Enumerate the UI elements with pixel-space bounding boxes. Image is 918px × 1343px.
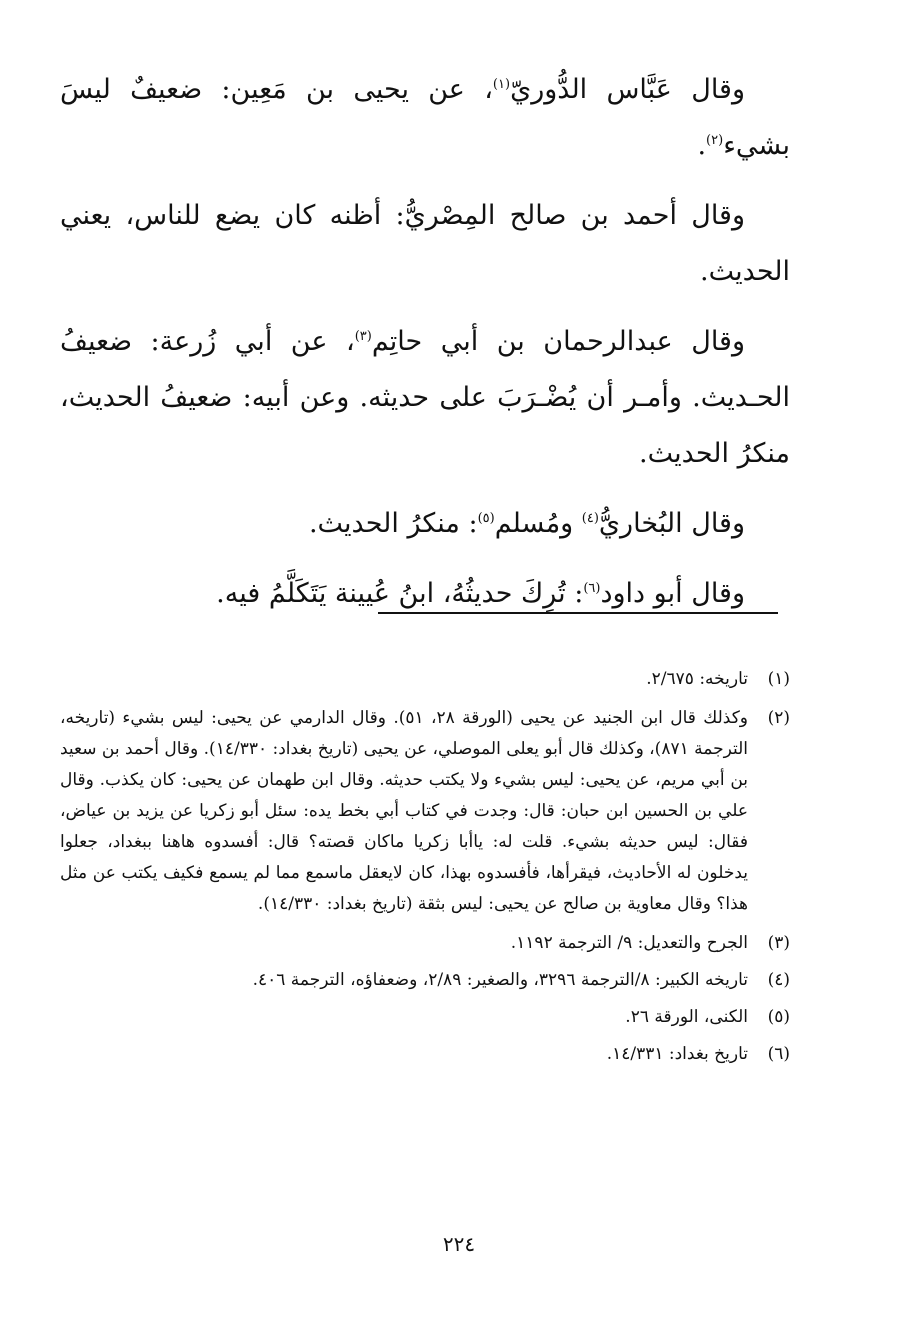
footnote (60, 928, 790, 959)
footnote-text: تاريخه: ٢/٦٧٥. (646, 669, 748, 689)
text-run: ومُسلم (494, 508, 582, 539)
text-run: وقال أحمد بن صالح المِصْريُّ: أظنه كان يضع للناس، يعني الحديث. (60, 200, 790, 287)
text-run: وقال البُخاريُّ (598, 508, 745, 539)
footnote (60, 703, 790, 920)
page-number: ٢٢٤ (442, 1232, 476, 1256)
footnote (60, 1039, 790, 1070)
footnote-text: الكنى، الورقة ٢٦. (625, 1007, 748, 1027)
text-run: : منكرُ الحديث. (308, 508, 478, 539)
text-run: ، عن أبي زُرعة: ضعيفُ الحـديث. وأمـر أن يُضْـرَبَ على حديثه. وعن أبيه: ضعيفُ الحديث، منكرُ الحديث. (60, 326, 790, 469)
main-paragraph (60, 314, 790, 482)
footnote-number: (١) (767, 669, 790, 689)
footnote (60, 1002, 790, 1033)
footnotes (60, 664, 790, 1076)
footnote-ref: (٦) (583, 581, 601, 596)
footnote-text: تاريخ بغداد: ١٤/٣٣١. (606, 1044, 748, 1064)
text-run: وقال عَبَّاس الدُّوريّ (510, 74, 745, 105)
footnote-number: (٣) (767, 933, 790, 953)
main-text (60, 62, 790, 636)
footnote-number: (٦) (767, 1044, 790, 1064)
text-run: . (697, 130, 707, 161)
main-paragraph (60, 188, 790, 300)
footnote (60, 965, 790, 996)
footnote-number: (٢) (767, 708, 790, 728)
text-run: وقال أبو داود (600, 578, 745, 609)
footnote-ref: (٢) (706, 133, 724, 148)
footnote (60, 664, 790, 695)
footnote-separator (378, 612, 778, 614)
footnote-ref: (٤) (581, 511, 599, 526)
footnote-number: (٤) (767, 970, 790, 990)
footnote-text: الجرح والتعديل: ٩/ الترجمة ١١٩٢. (510, 933, 748, 953)
main-paragraph (60, 62, 790, 174)
text-run: ، عن يحيى بن مَعِين: ضعيفٌ ليسَ بشيء (60, 74, 790, 161)
main-paragraph (60, 496, 790, 552)
text-run: وقال عبدالرحمان بن أبي حاتِم (371, 326, 745, 357)
footnote-text: تاريخه الكبير: ٨/الترجمة ٣٢٩٦، والصغير: ٢/٨٩، وضعفاؤه، الترجمة ٤٠٦. (252, 970, 748, 990)
footnote-ref: (٥) (477, 511, 495, 526)
footnote-number: (٥) (767, 1007, 790, 1027)
footnote-ref: (٣) (354, 329, 372, 344)
footnote-text: وكذلك قال ابن الجنيد عن يحيى (الورقة ٢٨، ٥١). وقال الدارمي عن يحيى: ليس بشيء (تاريخه، الترجمة ٨٧١)، وكذلك قال أبو يعلى الموصلي، عن يحيى (تاريخ بغداد: ١٤/٣٣٠). وقال أحمد بن سعيد بن أبي مريم، عن يحيى: ليس بشيء ولا يكتب حديثه. وقال ابن طهمان عن يحيى: كان يكذب. وقال علي بن الحسين ابن حبان: قال: وجدت في كتاب أبي بخط يده: سئل أبو زكريا عن يزيد بن عياض، فقال: ليس حديثه بشيء. قلت له: ياأبا زكريا ماكان قصته؟ قال: أفسدوه هاهنا ببغداد، جعلوا يدخلون له الأحاديث، فيقرأها، فأفسدوه بهذا، كان لايعقل ماسمع مما لم يسمع فكيف يكتب عن مثل هذا؟ وقال معاوية بن صالح عن يحيى: ليس بثقة (تاريخ بغداد: ١٤/٣٣٠). (60, 708, 749, 914)
text-run: : تُرِكَ حديثُهُ، ابنُ عُيينة يَتَكَلَّمُ فيه. (216, 578, 584, 609)
footnote-ref: (١) (492, 77, 511, 92)
